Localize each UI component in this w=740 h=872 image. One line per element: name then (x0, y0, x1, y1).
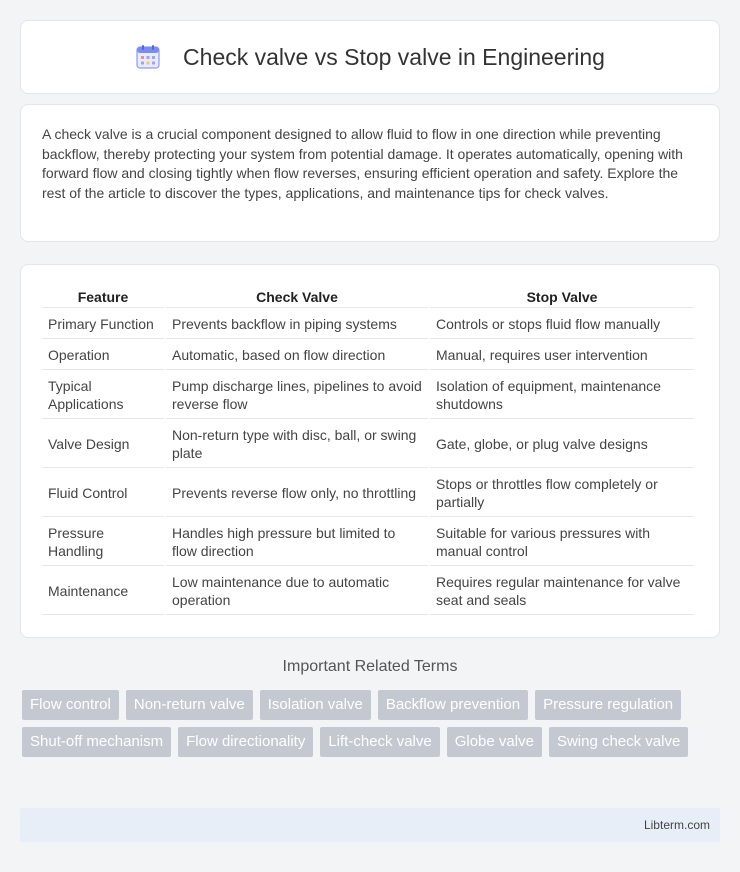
stop-valve-cell: Stops or throttles flow completely or partially (430, 470, 694, 517)
check-valve-cell: Prevents reverse flow only, no throttling (166, 470, 428, 517)
page-title: Check valve vs Stop valve in Engineering (183, 43, 605, 70)
stop-valve-cell: Requires regular maintenance for valve seat and seals (430, 568, 694, 615)
intro-text: A check valve is a crucial component designed to allow fluid to flow in one direction while preventing backflow, thereby protecting your system from potential damage. It operates automatically, opening with forward flow and closing tightly when flow reverses, ensuring efficient operation and safety. Explore the rest of the article to discover the types, applications, and maintenance tips for check valves. (42, 126, 683, 201)
stop-valve-cell: Isolation of equipment, maintenance shutdowns (430, 372, 694, 419)
tag-pressure-regulation[interactable]: Pressure regulation (535, 690, 681, 720)
tag-swing-check-valve[interactable]: Swing check valve (549, 727, 688, 757)
footer-site-link[interactable]: Libterm.com (643, 818, 710, 832)
feature-cell: Typical Applications (42, 372, 164, 419)
check-valve-cell: Low maintenance due to automatic operation (166, 568, 428, 615)
intro-card (20, 104, 720, 242)
check-valve-cell: Non-return type with disc, ball, or swing plate (166, 421, 428, 468)
tag-flow-control[interactable]: Flow control (22, 690, 119, 720)
feature-cell: Pressure Handling (42, 519, 164, 566)
table-row (42, 421, 694, 468)
feature-cell: Primary Function (42, 310, 164, 339)
table-header-row (42, 285, 694, 308)
related-terms-title: Important Related Terms (282, 658, 458, 675)
table-row (42, 519, 694, 566)
check-valve-cell: Pump discharge lines, pipelines to avoid reverse flow (166, 372, 428, 419)
table-row (42, 341, 694, 370)
feature-cell: Maintenance (42, 568, 164, 615)
feature-cell: Operation (42, 341, 164, 370)
tag-backflow-prevention[interactable]: Backflow prevention (378, 690, 528, 720)
table-row (42, 470, 694, 517)
tag-shut-off-mechanism[interactable]: Shut-off mechanism (22, 727, 171, 757)
feature-cell: Fluid Control (42, 470, 164, 517)
tag-flow-directionality[interactable]: Flow directionality (178, 727, 313, 757)
table-row (42, 568, 694, 615)
footer (20, 808, 720, 842)
column-header: Feature (42, 285, 164, 308)
column-header: Stop Valve (430, 285, 694, 308)
related-terms-tags (22, 690, 722, 757)
tag-non-return-valve[interactable]: Non-return valve (126, 690, 253, 720)
table-row (42, 310, 694, 339)
title-card (20, 20, 720, 94)
check-valve-cell: Handles high pressure but limited to flow direction (166, 519, 428, 566)
tag-lift-check-valve[interactable]: Lift-check valve (320, 727, 439, 757)
tag-globe-valve[interactable]: Globe valve (447, 727, 542, 757)
column-header: Check Valve (166, 285, 428, 308)
feature-cell: Valve Design (42, 421, 164, 468)
tag-isolation-valve[interactable]: Isolation valve (260, 690, 371, 720)
stop-valve-cell: Controls or stops fluid flow manually (430, 310, 694, 339)
comparison-table (40, 283, 696, 617)
comparison-card (20, 264, 720, 638)
stop-valve-cell: Suitable for various pressures with manual control (430, 519, 694, 566)
check-valve-cell: Prevents backflow in piping systems (166, 310, 428, 339)
stop-valve-cell: Manual, requires user intervention (430, 341, 694, 370)
calendar-icon (135, 44, 161, 70)
table-row (42, 372, 694, 419)
stop-valve-cell: Gate, globe, or plug valve designs (430, 421, 694, 468)
check-valve-cell: Automatic, based on flow direction (166, 341, 428, 370)
